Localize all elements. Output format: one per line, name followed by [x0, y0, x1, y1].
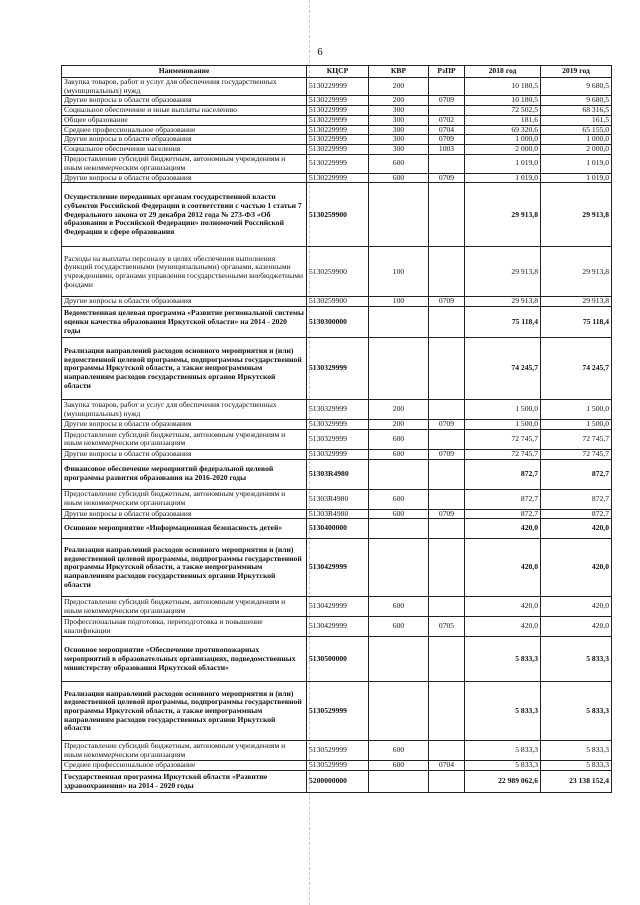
cell-2019: 872,7 — [541, 509, 612, 519]
table-header-row — [62, 66, 612, 78]
cell-kcsr: 5130529999 — [307, 741, 369, 761]
table-row — [62, 96, 612, 106]
cell-kvr — [369, 539, 429, 597]
table-row — [62, 400, 612, 420]
cell-2019: 72 745,7 — [541, 429, 612, 449]
cell-kvr — [369, 519, 429, 539]
cell-2019: 1 500,0 — [541, 400, 612, 420]
cell-name: Предоставление субсидий бюджетным, автономным учреждениям и иным некоммерческим организациям — [62, 429, 307, 449]
table-row — [62, 682, 612, 741]
cell-rzpr — [429, 183, 465, 247]
table-row — [62, 173, 612, 183]
cell-kvr: 300 — [369, 125, 429, 135]
cell-name: Другие вопросы в области образования — [62, 173, 307, 183]
cell-2018: 22 989 062,6 — [465, 771, 541, 793]
cell-2018: 1 000,0 — [465, 135, 541, 145]
cell-2019: 420,0 — [541, 539, 612, 597]
table-row — [62, 154, 612, 173]
table-row — [62, 429, 612, 449]
cell-kvr — [369, 338, 429, 400]
cell-rzpr — [429, 307, 465, 338]
cell-2019: 72 745,7 — [541, 449, 612, 459]
header-kvr: КВР — [369, 66, 429, 78]
cell-2018: 5 833,3 — [465, 682, 541, 741]
cell-name: Ведомственная целевая программа «Развитие региональной системы оценки качества образования Иркутской области» на 2014 - 2020 годы — [62, 307, 307, 338]
cell-name: Реализация направлений расходов основного мероприятия и (или) ведомственной целевой программы, подпрограммы государственной программы Иркутской области, а также непрограммным направлениям расходов государственных органов Иркутской области — [62, 338, 307, 400]
table-row — [62, 135, 612, 145]
cell-kvr — [369, 459, 429, 489]
cell-2019: 161,5 — [541, 115, 612, 125]
cell-2018: 29 913,8 — [465, 297, 541, 307]
table-row — [62, 125, 612, 135]
cell-kcsr: 5130400000 — [307, 519, 369, 539]
cell-2019: 1 019,0 — [541, 154, 612, 173]
cell-2019: 29 913,8 — [541, 247, 612, 297]
cell-2018: 1 019,0 — [465, 154, 541, 173]
cell-2019: 9 680,5 — [541, 96, 612, 106]
table-row — [62, 420, 612, 430]
cell-2018: 181,6 — [465, 115, 541, 125]
cell-rzpr — [429, 338, 465, 400]
header-2019: 2019 год — [541, 66, 612, 78]
cell-kcsr: 5130329999 — [307, 338, 369, 400]
cell-name: Другие вопросы в области образования — [62, 449, 307, 459]
table-row — [62, 539, 612, 597]
cell-rzpr: 0709 — [429, 420, 465, 430]
cell-2018: 72 502,5 — [465, 106, 541, 116]
cell-name: Предоставление субсидий бюджетным, автономным учреждениям и иным некоммерческим организациям — [62, 154, 307, 173]
cell-2018: 5 833,3 — [465, 637, 541, 682]
cell-kcsr: 5130300000 — [307, 307, 369, 338]
cell-rzpr: 0702 — [429, 115, 465, 125]
cell-name: Основное мероприятие «Информационная безопасность детей» — [62, 519, 307, 539]
cell-name: Расходы на выплаты персоналу в целях обеспечения выполнения функций государственными (муниципальными) органами, казенными учреждениями, органами управления государственными внебюджетными фондами — [62, 247, 307, 297]
cell-name: Закупка товаров, работ и услуг для обеспечения государственных (муниципальных) нужд — [62, 400, 307, 420]
cell-kcsr: 5130329999 — [307, 449, 369, 459]
cell-2018: 10 180,5 — [465, 78, 541, 96]
page-number: 6 — [317, 46, 323, 58]
cell-2019: 420,0 — [541, 617, 612, 637]
cell-rzpr — [429, 78, 465, 96]
cell-2019: 23 138 152,4 — [541, 771, 612, 793]
cell-2019: 9 680,5 — [541, 78, 612, 96]
cell-kvr — [369, 307, 429, 338]
table-row — [62, 78, 612, 96]
cell-name: Другие вопросы в области образования — [62, 509, 307, 519]
cell-kvr — [369, 682, 429, 741]
cell-2019: 872,7 — [541, 459, 612, 489]
table-row — [62, 771, 612, 793]
cell-kcsr: 51303R4980 — [307, 459, 369, 489]
cell-kvr: 100 — [369, 247, 429, 297]
budget-table — [61, 65, 612, 793]
cell-kvr — [369, 183, 429, 247]
cell-2018: 72 745,7 — [465, 449, 541, 459]
cell-name: Социальное обеспечение и иные выплаты населению — [62, 106, 307, 116]
cell-kcsr: 5130529999 — [307, 682, 369, 741]
cell-rzpr — [429, 519, 465, 539]
table-body — [62, 78, 612, 793]
cell-kcsr: 5130229999 — [307, 145, 369, 155]
cell-rzpr — [429, 597, 465, 617]
cell-rzpr — [429, 429, 465, 449]
cell-2019: 5 833,3 — [541, 637, 612, 682]
cell-rzpr — [429, 154, 465, 173]
cell-kcsr: 5130229999 — [307, 135, 369, 145]
cell-name: Другие вопросы в области образования — [62, 420, 307, 430]
cell-kcsr: 5130259900 — [307, 183, 369, 247]
cell-kcsr: 5200000000 — [307, 771, 369, 793]
cell-rzpr: 0709 — [429, 173, 465, 183]
cell-rzpr — [429, 459, 465, 489]
cell-name: Профессиональная подготовка, переподготовка и повышение квалификации — [62, 617, 307, 637]
cell-kcsr: 5130229999 — [307, 154, 369, 173]
cell-2018: 1 500,0 — [465, 420, 541, 430]
cell-kcsr: 5130329999 — [307, 420, 369, 430]
cell-rzpr: 0704 — [429, 125, 465, 135]
cell-2019: 29 913,8 — [541, 297, 612, 307]
cell-kvr: 600 — [369, 597, 429, 617]
cell-name: Предоставление субсидий бюджетным, автономным учреждениям и иным некоммерческим организациям — [62, 597, 307, 617]
header-2018: 2018 год — [465, 66, 541, 78]
cell-kcsr: 5130259900 — [307, 297, 369, 307]
table-row — [62, 449, 612, 459]
table-row — [62, 741, 612, 761]
cell-name: Социальное обеспечение населения — [62, 145, 307, 155]
cell-kvr: 600 — [369, 741, 429, 761]
cell-kvr: 600 — [369, 173, 429, 183]
cell-name: Предоставление субсидий бюджетным, автономным учреждениям и иным некоммерческим организациям — [62, 741, 307, 761]
cell-name: Среднее профессиональное образование — [62, 125, 307, 135]
table-row — [62, 519, 612, 539]
cell-kcsr: 5130500000 — [307, 637, 369, 682]
cell-2018: 29 913,8 — [465, 183, 541, 247]
cell-2019: 1 000,0 — [541, 135, 612, 145]
cell-kvr: 600 — [369, 489, 429, 509]
cell-kvr — [369, 637, 429, 682]
cell-kvr: 600 — [369, 429, 429, 449]
cell-kcsr: 5130229999 — [307, 115, 369, 125]
cell-name: Осуществление переданных органам государственной власти субъектов Российской Федерации в соответствии с частью 1 статьи 7 Федерального закона от 29 декабря 2012 года № 273-ФЗ «Об образовании в Российской Федерации» полномочий Российской Федерации в сфере образования — [62, 183, 307, 247]
cell-2019: 75 118,4 — [541, 307, 612, 338]
header-rzpr: РзПР — [429, 66, 465, 78]
cell-rzpr — [429, 682, 465, 741]
cell-2018: 420,0 — [465, 539, 541, 597]
table-row — [62, 761, 612, 771]
cell-name: Другие вопросы в области образования — [62, 96, 307, 106]
cell-name: Предоставление субсидий бюджетным, автономным учреждениям и иным некоммерческим организациям — [62, 489, 307, 509]
cell-rzpr — [429, 489, 465, 509]
cell-name: Финансовое обеспечение мероприятий федеральной целевой программы развития образования на 2016-2020 годы — [62, 459, 307, 489]
cell-rzpr — [429, 741, 465, 761]
cell-2018: 420,0 — [465, 597, 541, 617]
cell-rzpr — [429, 771, 465, 793]
table-row — [62, 247, 612, 297]
table-row — [62, 106, 612, 116]
cell-2018: 420,0 — [465, 617, 541, 637]
cell-2018: 69 320,6 — [465, 125, 541, 135]
cell-rzpr: 0709 — [429, 96, 465, 106]
cell-2018: 75 118,4 — [465, 307, 541, 338]
cell-rzpr — [429, 400, 465, 420]
cell-2019: 65 155,0 — [541, 125, 612, 135]
table-row — [62, 338, 612, 400]
cell-kvr: 300 — [369, 115, 429, 125]
cell-rzpr — [429, 637, 465, 682]
cell-name: Основное мероприятие «Обеспечение противопожарных мероприятий в образовательных организациях, подведомственных министерству образования Иркутской области» — [62, 637, 307, 682]
cell-kcsr: 5130229999 — [307, 125, 369, 135]
cell-kvr: 600 — [369, 449, 429, 459]
cell-kvr: 600 — [369, 617, 429, 637]
cell-2018: 10 180,5 — [465, 96, 541, 106]
cell-rzpr: 0704 — [429, 761, 465, 771]
cell-2018: 72 745,7 — [465, 429, 541, 449]
cell-2018: 872,7 — [465, 509, 541, 519]
cell-kcsr: 5130529999 — [307, 761, 369, 771]
cell-name: Реализация направлений расходов основного мероприятия и (или) ведомственной целевой программы, подпрограммы государственной программы Иркутской области, а также непрограммным направлениям расходов государственных органов Иркутской области — [62, 682, 307, 741]
cell-2019: 1 019,0 — [541, 173, 612, 183]
header-name: Наименование — [62, 66, 307, 78]
cell-2018: 872,7 — [465, 489, 541, 509]
cell-name: Другие вопросы в области образования — [62, 297, 307, 307]
cell-rzpr — [429, 247, 465, 297]
cell-kcsr: 51303R4980 — [307, 509, 369, 519]
cell-kvr: 300 — [369, 145, 429, 155]
cell-kvr: 200 — [369, 78, 429, 96]
cell-kcsr: 5130429999 — [307, 597, 369, 617]
cell-kvr: 200 — [369, 400, 429, 420]
cell-name: Среднее профессиональное образование — [62, 761, 307, 771]
cell-2019: 5 833,3 — [541, 682, 612, 741]
cell-kvr: 200 — [369, 96, 429, 106]
cell-name: Другие вопросы в области образования — [62, 135, 307, 145]
cell-2018: 872,7 — [465, 459, 541, 489]
cell-2018: 74 245,7 — [465, 338, 541, 400]
cell-kvr — [369, 771, 429, 793]
cell-kvr: 100 — [369, 297, 429, 307]
cell-2018: 2 000,0 — [465, 145, 541, 155]
cell-2018: 1 019,0 — [465, 173, 541, 183]
table-row — [62, 115, 612, 125]
table-row — [62, 597, 612, 617]
cell-2019: 68 316,5 — [541, 106, 612, 116]
cell-name: Закупка товаров, работ и услуг для обеспечения государственных (муниципальных) нужд — [62, 78, 307, 96]
table-row — [62, 459, 612, 489]
cell-rzpr: 0705 — [429, 617, 465, 637]
cell-kvr: 300 — [369, 106, 429, 116]
cell-kcsr: 5130229999 — [307, 78, 369, 96]
cell-rzpr — [429, 106, 465, 116]
cell-2018: 5 833,3 — [465, 741, 541, 761]
cell-kcsr: 5130429999 — [307, 539, 369, 597]
cell-2019: 2 000,0 — [541, 145, 612, 155]
header-kcsr: КЦСР — [307, 66, 369, 78]
cell-2019: 29 913,8 — [541, 183, 612, 247]
cell-2018: 5 833,3 — [465, 761, 541, 771]
cell-2019: 872,7 — [541, 489, 612, 509]
cell-kvr: 600 — [369, 154, 429, 173]
cell-2019: 5 833,3 — [541, 741, 612, 761]
cell-kcsr: 51303R4980 — [307, 489, 369, 509]
cell-name: Общее образование — [62, 115, 307, 125]
cell-2018: 420,0 — [465, 519, 541, 539]
cell-2019: 74 245,7 — [541, 338, 612, 400]
cell-kvr: 300 — [369, 135, 429, 145]
cell-kcsr: 5130229999 — [307, 96, 369, 106]
table-row — [62, 489, 612, 509]
cell-2018: 29 913,8 — [465, 247, 541, 297]
cell-2019: 5 833,3 — [541, 761, 612, 771]
table-row — [62, 307, 612, 338]
table-row — [62, 145, 612, 155]
cell-rzpr: 0709 — [429, 135, 465, 145]
cell-kcsr: 5130329999 — [307, 400, 369, 420]
cell-kcsr: 5130229999 — [307, 106, 369, 116]
cell-rzpr: 0709 — [429, 509, 465, 519]
table-row — [62, 297, 612, 307]
cell-kcsr: 5130259900 — [307, 247, 369, 297]
cell-rzpr: 0709 — [429, 449, 465, 459]
cell-rzpr: 1003 — [429, 145, 465, 155]
table-row — [62, 617, 612, 637]
cell-kcsr: 5130329999 — [307, 429, 369, 449]
cell-kvr: 200 — [369, 420, 429, 430]
table-row — [62, 637, 612, 682]
cell-2019: 420,0 — [541, 519, 612, 539]
cell-kvr: 600 — [369, 509, 429, 519]
cell-rzpr: 0709 — [429, 297, 465, 307]
cell-kcsr: 5130429999 — [307, 617, 369, 637]
cell-2019: 420,0 — [541, 597, 612, 617]
cell-rzpr — [429, 539, 465, 597]
cell-2019: 1 500,0 — [541, 420, 612, 430]
table-row — [62, 183, 612, 247]
table-row — [62, 509, 612, 519]
cell-kcsr: 5130229999 — [307, 173, 369, 183]
cell-name: Реализация направлений расходов основного мероприятия и (или) ведомственной целевой программы, подпрограммы государственной программы Иркутской области, а также непрограммным направлениям расходов государственных органов Иркутской области — [62, 539, 307, 597]
cell-kvr: 600 — [369, 761, 429, 771]
cell-2018: 1 500,0 — [465, 400, 541, 420]
cell-name: Государственная программа Иркутской области «Развитие здравоохранения» на 2014 - 2020 годы — [62, 771, 307, 793]
